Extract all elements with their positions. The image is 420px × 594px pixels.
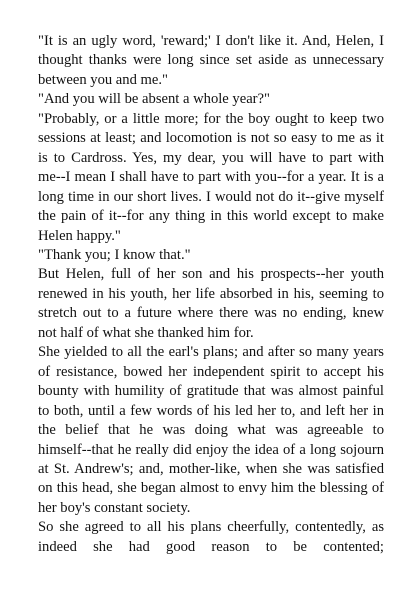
paragraph: So she agreed to all his plans cheerfully, contentedly, as indeed she had good reason to be contented; <box>38 519 384 555</box>
page-text <box>38 32 384 557</box>
paragraph: "And you will be absent a whole year?" <box>38 91 270 108</box>
paragraph: But Helen, full of her son and his prospects--her youth renewed in his youth, her life absorbed in his, seeming to stretch out to a future where there was no ending, knew not half of what she thanked him for. <box>38 266 384 341</box>
paragraph: "Probably, or a little more; for the boy ought to keep two sessions at least; and locomotion is not so easy to me as it is to Cardross. Yes, my dear, you will have to part with me--I mean I shall have to part with you--for a year. It is a long time in our short lives. I would not do it--give myself the pain of it--for any thing in this world except to make Helen happy." <box>38 110 384 244</box>
paragraph: She yielded to all the earl's plans; and after so many years of resistance, bowed her independent spirit to accept his bounty with humility of gratitude that was almost painful to both, until a few words of his led her to, and left her in the belief that he was doing what was agreeable to himself--that he really did enjoy the idea of a long sojourn at St. Andrew's; and, mother-like, when she was satisfied on this head, she began almost to envy him the blessing of her boy's constant society. <box>38 344 384 516</box>
paragraph: "It is an ugly word, 'reward;' I don't like it. And, Helen, I thought thanks were long since set aside as unnecessary between you and me." <box>38 33 384 88</box>
paragraph: "Thank you; I know that." <box>38 246 191 263</box>
